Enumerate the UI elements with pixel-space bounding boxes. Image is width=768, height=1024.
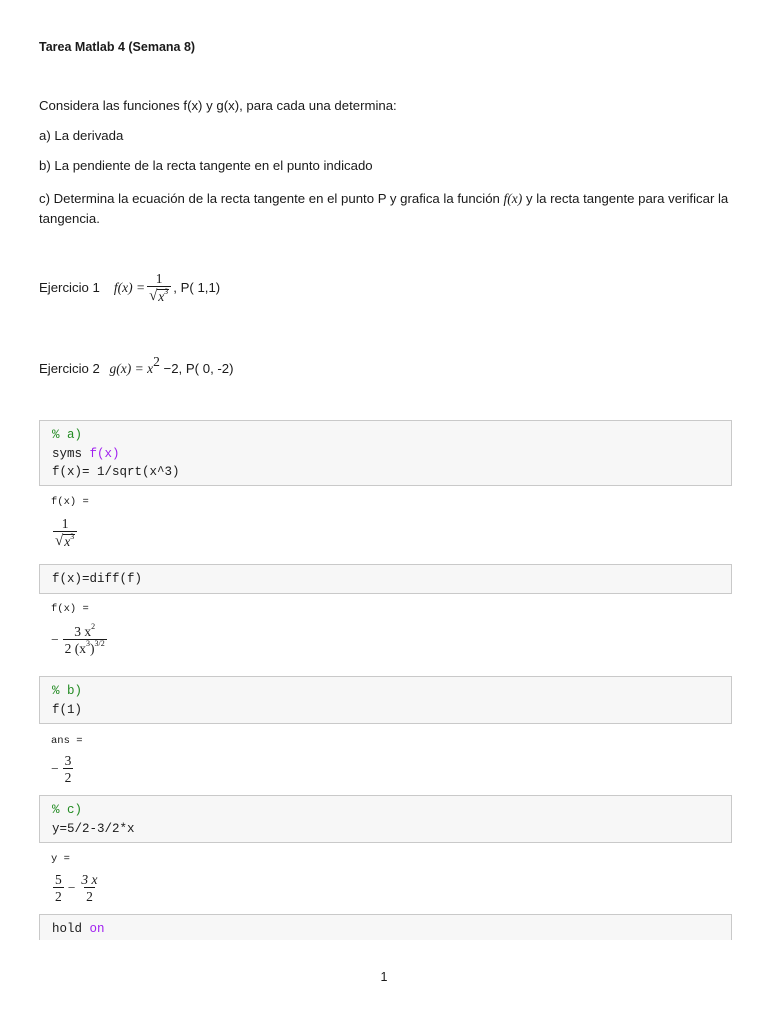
output-label: f(x) =	[51, 496, 89, 508]
exercise-2	[39, 354, 234, 379]
output-math	[51, 516, 79, 549]
item-a: a) La derivada	[39, 128, 124, 143]
code-line: f(x)=diff(f)	[52, 572, 143, 586]
output-math: − $\frac{3 x^2}{2 (x^3)^{3/2}}$	[51, 622, 105, 656]
exercise-1-label: Ejercicio 1	[39, 280, 100, 295]
item-c-math: f(x)	[503, 191, 523, 206]
exercise-1	[39, 272, 220, 304]
output-label: f(x) =	[51, 603, 89, 615]
exercise-1-point: , P( 1,1)	[173, 280, 221, 295]
exercise-1-fx: f(x) =	[113, 280, 146, 295]
code-block-diff[interactable]	[39, 564, 732, 594]
exercise-2-rest: −2, P( 0, -2)	[159, 361, 234, 376]
item-b: b) La pendiente de la recta tangente en el punto indicado	[39, 158, 373, 173]
sqrt-symbol: √ $x^3$	[149, 287, 169, 304]
exercise-2-exp: 2	[153, 354, 160, 369]
item-c	[39, 189, 729, 229]
output-fraction: $\frac{3 x}{2}$	[81, 872, 98, 904]
code-line: syms f(x)	[52, 446, 120, 461]
output-math: $\frac{5}{2}$ − $\frac{3 x}{2}$	[55, 872, 98, 904]
code-line: y=5/2-3/2*x	[52, 821, 135, 836]
item-c-text-1: c) Determina la ecuación de la recta tangente en el punto P y grafica la función	[39, 191, 500, 206]
output-fraction: $\frac{3 x^2}{2 (x^3)^{3/2}}$	[64, 622, 105, 656]
code-block-a[interactable]	[39, 420, 732, 486]
code-line: f(1)	[52, 702, 83, 717]
item-c-text-2: y la recta tangente para verificar la tangencia.	[39, 191, 729, 226]
document-title: Tarea Matlab 4 (Semana 8)	[39, 40, 196, 54]
page-number: 1	[380, 970, 388, 984]
code-block-c[interactable]	[39, 795, 732, 843]
output-fraction: $\frac{3}{2}$	[64, 753, 72, 785]
exercise-1-fraction	[147, 272, 171, 304]
code-block-b[interactable]	[39, 676, 732, 724]
code-line: hold on	[52, 922, 105, 936]
output-fraction: $\frac{5}{2}$	[55, 872, 62, 904]
exercise-1-numerator: 1	[155, 271, 163, 286]
code-comment: % a)	[52, 428, 83, 442]
code-comment: % c)	[52, 803, 83, 817]
exercise-2-gx: g(x) = x	[109, 361, 154, 376]
output-math: − $\frac{3}{2}$	[51, 753, 72, 785]
exercise-2-label: Ejercicio 2	[39, 361, 100, 376]
code-block-hold[interactable]	[39, 914, 732, 940]
output-fraction: 1 √ $x^3$	[53, 516, 77, 549]
code-line: f(x)= 1/sqrt(x^3)	[52, 465, 180, 479]
output-label: ans =	[51, 735, 83, 747]
code-comment: % b)	[52, 684, 83, 698]
exercise-1-denominator	[147, 286, 171, 304]
output-label: y =	[51, 853, 70, 865]
intro-text: Considera las funciones f(x) y g(x), para cada una determina:	[39, 98, 397, 113]
